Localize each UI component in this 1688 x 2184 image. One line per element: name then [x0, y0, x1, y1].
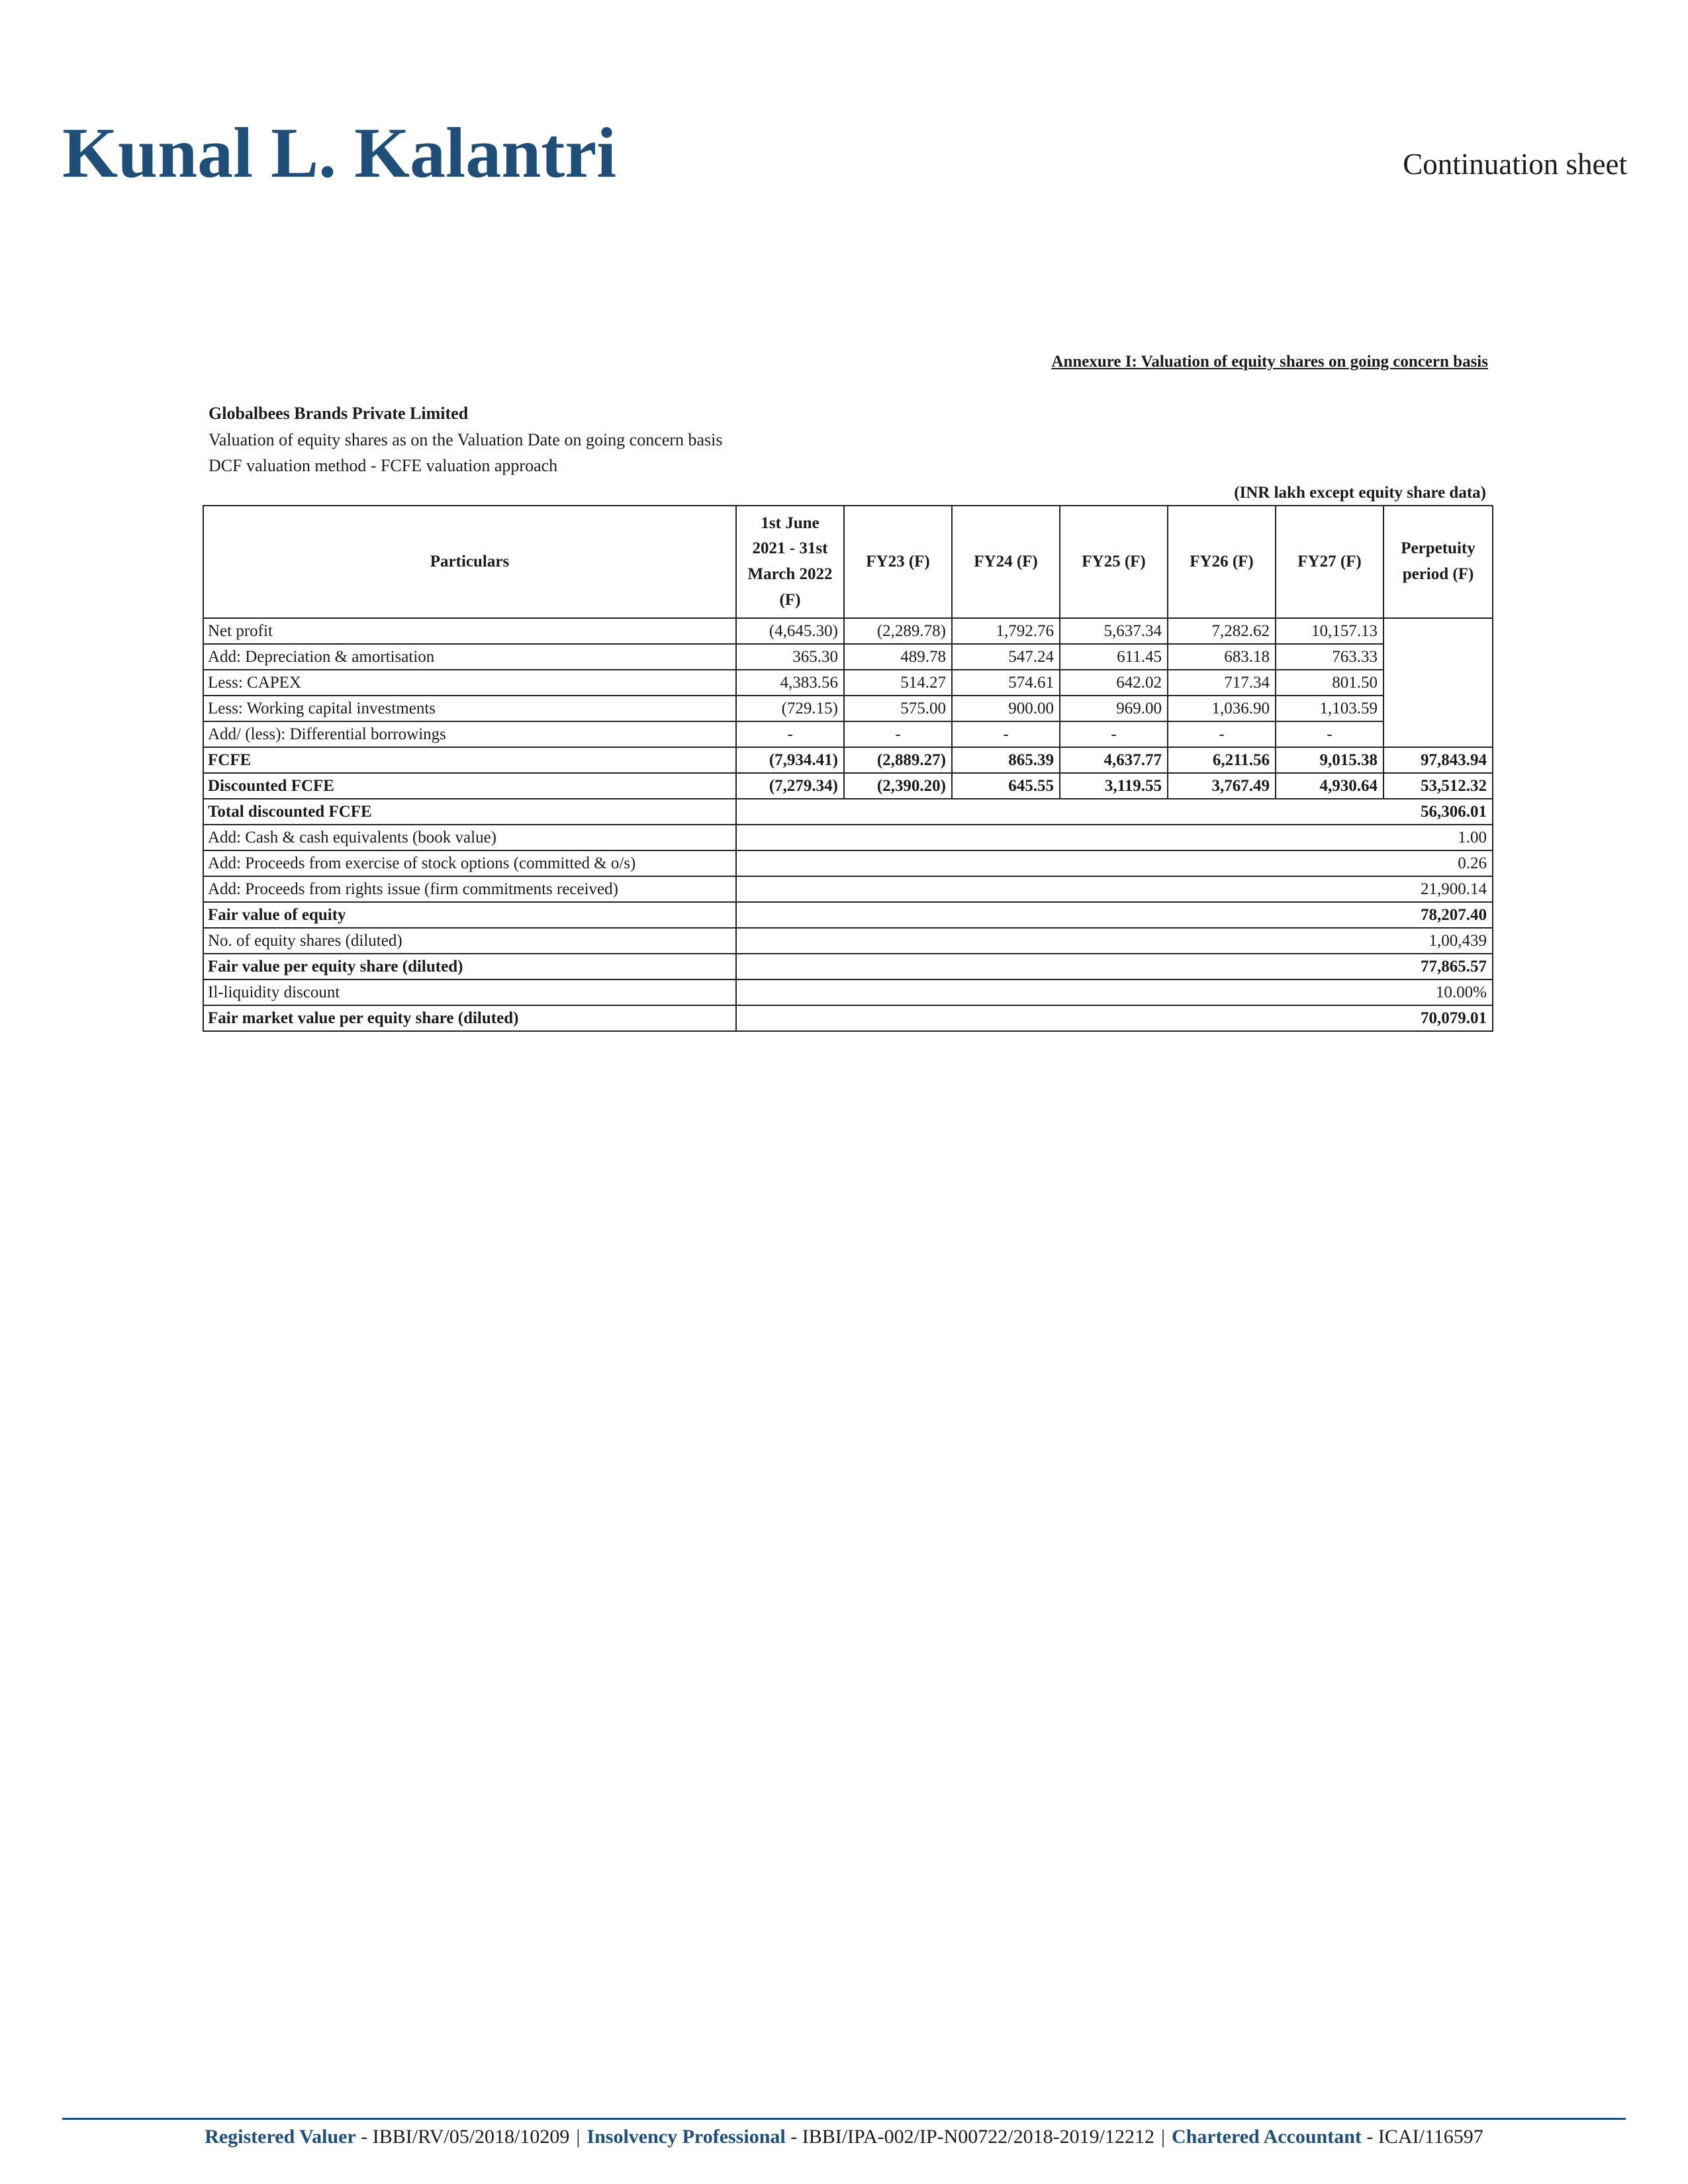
annexure-title: Annexure I: Valuation of equity shares on going concern basis	[1051, 353, 1488, 371]
units-note: (INR lakh except equity share data)	[1234, 484, 1486, 502]
row-label: Discounted FCFE	[203, 773, 736, 799]
fcfe-row	[203, 747, 1493, 773]
cell-value: (7,279.34)	[736, 773, 844, 799]
cell-value: 5,637.34	[1060, 618, 1168, 644]
summary-row	[203, 954, 1493, 979]
cell-value: 4,637.77	[1060, 747, 1168, 773]
cell-value: 645.55	[952, 773, 1060, 799]
row-label: Add: Depreciation & amortisation	[203, 644, 736, 670]
cell-value: -	[844, 721, 952, 747]
table-header-row	[203, 506, 1493, 618]
cell-value: 801.50	[1276, 670, 1383, 696]
row-label: Add: Proceeds from exercise of stock options (committed & o/s)	[203, 850, 736, 876]
cell-value: 763.33	[1276, 644, 1383, 670]
row-label: Add: Cash & cash equivalents (book value)	[203, 825, 736, 850]
cell-value: 6,211.56	[1168, 747, 1276, 773]
cell-value: -	[1276, 721, 1383, 747]
cell-value: -	[1168, 721, 1276, 747]
row-label: Add/ (less): Differential borrowings	[203, 721, 736, 747]
row-label: Il-liquidity discount	[203, 979, 736, 1005]
header-fy27: FY27 (F)	[1276, 506, 1383, 618]
summary-row	[203, 928, 1493, 954]
row-label: FCFE	[203, 747, 736, 773]
cell-value: (2,390.20)	[844, 773, 952, 799]
footer-dash: -	[1361, 2126, 1378, 2148]
cell-value: 969.00	[1060, 696, 1168, 721]
cell-value: 9,015.38	[1276, 747, 1383, 773]
cell-value: (2,289.78)	[844, 618, 952, 644]
header-period-1-line3: March 2022	[747, 565, 833, 583]
cell-value: (7,934.41)	[736, 747, 844, 773]
table-row	[203, 644, 1493, 670]
header-period-1-line4: (F)	[779, 590, 801, 609]
footer-id-registered-valuer: IBBI/RV/05/2018/10209	[372, 2126, 570, 2148]
cell-value: 1,103.59	[1276, 696, 1383, 721]
cell-value: 1,036.90	[1168, 696, 1276, 721]
cell-value: 1,792.76	[952, 618, 1060, 644]
header-period-1-line1: 1st June	[761, 514, 820, 532]
cell-value: 53,512.32	[1383, 773, 1493, 799]
cell-value: 683.18	[1168, 644, 1276, 670]
row-label: Fair value per equity share (diluted)	[203, 954, 736, 979]
cell-value: 547.24	[952, 644, 1060, 670]
cell-value: (2,889.27)	[844, 747, 952, 773]
header-fy26: FY26 (F)	[1168, 506, 1276, 618]
footer-dash: -	[355, 2126, 373, 2148]
row-label: No. of equity shares (diluted)	[203, 928, 736, 954]
cell-value: 574.61	[952, 670, 1060, 696]
summary-row	[203, 825, 1493, 850]
cell-value: 1.00	[736, 825, 1493, 850]
table-row	[203, 721, 1493, 747]
footer-separator: |	[576, 2126, 581, 2148]
method-subtitle: DCF valuation method - FCFE valuation approach	[209, 456, 558, 475]
table-row	[203, 696, 1493, 721]
continuation-sheet-label: Continuation sheet	[1403, 148, 1627, 181]
header-perpetuity-line1: Perpetuity	[1401, 539, 1476, 558]
perpetuity-blank-cell	[1383, 618, 1493, 747]
cell-value: 575.00	[844, 696, 952, 721]
cell-value: 4,930.64	[1276, 773, 1383, 799]
cell-value: 900.00	[952, 696, 1060, 721]
footer-role-registered-valuer: Registered Valuer	[205, 2126, 356, 2148]
row-label: Total discounted FCFE	[203, 799, 736, 825]
footer-separator: |	[1160, 2126, 1165, 2148]
row-label: Less: CAPEX	[203, 670, 736, 696]
summary-row	[203, 902, 1493, 928]
header-perpetuity-line2: period (F)	[1402, 565, 1474, 583]
table-row	[203, 670, 1493, 696]
cell-value: 77,865.57	[736, 954, 1493, 979]
cell-value: 514.27	[844, 670, 952, 696]
header-fy24: FY24 (F)	[952, 506, 1060, 618]
summary-row	[203, 850, 1493, 876]
header-period-1	[736, 506, 844, 618]
row-label: Less: Working capital investments	[203, 696, 736, 721]
discounted-fcfe-row	[203, 773, 1493, 799]
header-particulars: Particulars	[203, 506, 736, 618]
summary-row	[203, 1005, 1493, 1031]
valuation-table	[203, 505, 1493, 1032]
summary-row	[203, 799, 1493, 825]
cell-value: 1,00,439	[736, 928, 1493, 954]
footer-credentials	[0, 2127, 1688, 2147]
cell-value: 70,079.01	[736, 1005, 1493, 1031]
cell-value: -	[736, 721, 844, 747]
cell-value: 3,119.55	[1060, 773, 1168, 799]
cell-value: 717.34	[1168, 670, 1276, 696]
cell-value: 4,383.56	[736, 670, 844, 696]
cell-value: 865.39	[952, 747, 1060, 773]
cell-value: 21,900.14	[736, 876, 1493, 902]
row-label: Fair value of equity	[203, 902, 736, 928]
letterhead-name: Kunal L. Kalantri	[62, 114, 617, 193]
cell-value: 611.45	[1060, 644, 1168, 670]
cell-value: 78,207.40	[736, 902, 1493, 928]
summary-row	[203, 979, 1493, 1005]
company-name: Globalbees Brands Private Limited	[209, 404, 469, 423]
cell-value: 3,767.49	[1168, 773, 1276, 799]
cell-value: 56,306.01	[736, 799, 1493, 825]
cell-value: 365.30	[736, 644, 844, 670]
footer-divider	[62, 2118, 1626, 2120]
cell-value: 10.00%	[736, 979, 1493, 1005]
header-fy25: FY25 (F)	[1060, 506, 1168, 618]
cell-value: (4,645.30)	[736, 618, 844, 644]
cell-value: 642.02	[1060, 670, 1168, 696]
footer-dash: -	[785, 2126, 802, 2148]
cell-value: -	[952, 721, 1060, 747]
header-perpetuity	[1383, 506, 1493, 618]
footer-role-chartered-accountant: Chartered Accountant	[1171, 2126, 1362, 2148]
cell-value: (729.15)	[736, 696, 844, 721]
cell-value: 10,157.13	[1276, 618, 1383, 644]
footer-id-insolvency-professional: IBBI/IPA-002/IP-N00722/2018-2019/12212	[802, 2126, 1154, 2148]
cell-value: 0.26	[736, 850, 1493, 876]
row-label: Add: Proceeds from rights issue (firm commitments received)	[203, 876, 736, 902]
header-period-1-line2: 2021 - 31st	[752, 539, 828, 558]
valuation-subtitle: Valuation of equity shares as on the Valuation Date on going concern basis	[209, 430, 723, 449]
cell-value: -	[1060, 721, 1168, 747]
cell-value: 489.78	[844, 644, 952, 670]
footer-role-insolvency-professional: Insolvency Professional	[586, 2126, 786, 2148]
cell-value: 7,282.62	[1168, 618, 1276, 644]
row-label: Net profit	[203, 618, 736, 644]
summary-row	[203, 876, 1493, 902]
footer-id-chartered-accountant: ICAI/116597	[1378, 2126, 1483, 2148]
row-label: Fair market value per equity share (diluted)	[203, 1005, 736, 1031]
cell-value: 97,843.94	[1383, 747, 1493, 773]
table-row	[203, 618, 1493, 644]
header-fy23: FY23 (F)	[844, 506, 952, 618]
